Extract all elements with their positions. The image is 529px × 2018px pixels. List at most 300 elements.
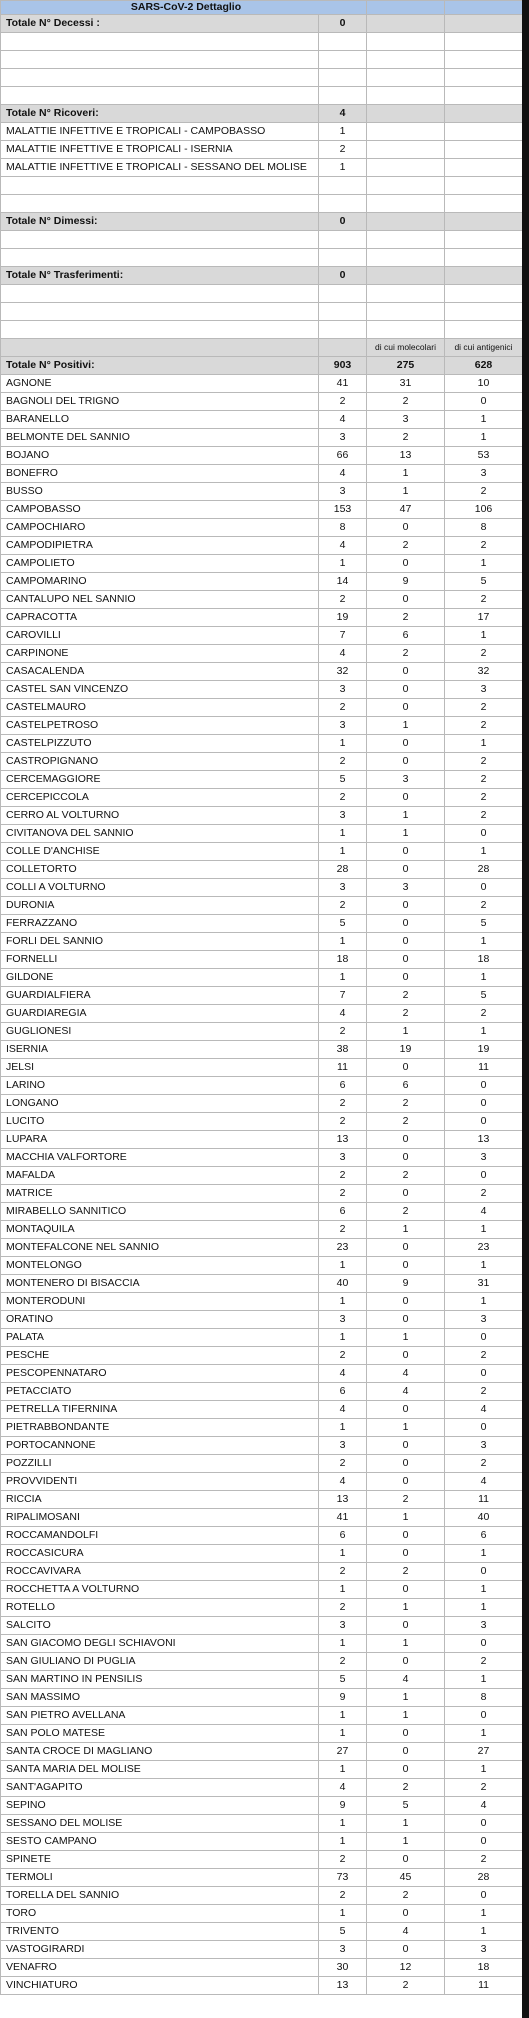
comune-molecolari: 1 bbox=[367, 483, 445, 501]
table-row bbox=[1, 1419, 523, 1437]
cell bbox=[445, 285, 523, 303]
comune-name: CASTROPIGNANO bbox=[1, 753, 319, 771]
cell bbox=[1, 69, 319, 87]
comune-molecolari: 1 bbox=[367, 1599, 445, 1617]
comune-name: MONTENERO DI BISACCIA bbox=[1, 1275, 319, 1293]
comune-antigenici: 23 bbox=[445, 1239, 523, 1257]
comune-molecolari: 0 bbox=[367, 789, 445, 807]
table-row bbox=[1, 1149, 523, 1167]
comune-antigenici: 2 bbox=[445, 717, 523, 735]
cell bbox=[1, 195, 319, 213]
comune-antigenici: 0 bbox=[445, 1635, 523, 1653]
positivi-antigenici: 628 bbox=[445, 357, 523, 375]
comune-total: 30 bbox=[319, 1959, 367, 1977]
comune-molecolari: 0 bbox=[367, 1257, 445, 1275]
comune-antigenici: 1 bbox=[445, 1221, 523, 1239]
comune-molecolari: 4 bbox=[367, 1923, 445, 1941]
table-row bbox=[1, 1509, 523, 1527]
comune-name: PESCHE bbox=[1, 1347, 319, 1365]
comune-molecolari: 0 bbox=[367, 1527, 445, 1545]
comune-antigenici: 0 bbox=[445, 1833, 523, 1851]
comune-antigenici: 1 bbox=[445, 627, 523, 645]
comune-total: 1 bbox=[319, 1545, 367, 1563]
table-row bbox=[1, 501, 523, 519]
trasferimenti-label: Totale N° Trasferimenti: bbox=[1, 267, 319, 285]
cell bbox=[319, 285, 367, 303]
comune-antigenici: 1 bbox=[445, 1725, 523, 1743]
comune-molecolari: 31 bbox=[367, 375, 445, 393]
comune-name: ROTELLO bbox=[1, 1599, 319, 1617]
comune-antigenici: 2 bbox=[445, 1185, 523, 1203]
cell bbox=[445, 267, 523, 285]
table-row bbox=[1, 573, 523, 591]
cell bbox=[319, 195, 367, 213]
table-row bbox=[1, 1761, 523, 1779]
comune-molecolari: 0 bbox=[367, 1131, 445, 1149]
comune-molecolari: 2 bbox=[367, 1005, 445, 1023]
comune-total: 2 bbox=[319, 753, 367, 771]
table-row bbox=[1, 1077, 523, 1095]
ricovero-value: 2 bbox=[319, 141, 367, 159]
comune-name: SANT'AGAPITO bbox=[1, 1779, 319, 1797]
comune-antigenici: 0 bbox=[445, 1707, 523, 1725]
comune-name: CASACALENDA bbox=[1, 663, 319, 681]
comune-molecolari: 6 bbox=[367, 1077, 445, 1095]
cell bbox=[1, 33, 319, 51]
comune-name: SANTA MARIA DEL MOLISE bbox=[1, 1761, 319, 1779]
comune-name: TORELLA DEL SANNIO bbox=[1, 1887, 319, 1905]
comune-name: FORNELLI bbox=[1, 951, 319, 969]
comune-total: 2 bbox=[319, 789, 367, 807]
comune-molecolari: 0 bbox=[367, 915, 445, 933]
comune-molecolari: 2 bbox=[367, 1167, 445, 1185]
table-row bbox=[1, 1275, 523, 1293]
comune-name: GUGLIONESI bbox=[1, 1023, 319, 1041]
comune-name: AGNONE bbox=[1, 375, 319, 393]
empty-row bbox=[1, 249, 523, 267]
comune-name: CASTELPETROSO bbox=[1, 717, 319, 735]
table-row bbox=[1, 1347, 523, 1365]
comune-name: CASTELPIZZUTO bbox=[1, 735, 319, 753]
ricovero-name: MALATTIE INFETTIVE E TROPICALI - CAMPOBASSO bbox=[1, 123, 319, 141]
comune-total: 2 bbox=[319, 1887, 367, 1905]
comune-total: 3 bbox=[319, 1149, 367, 1167]
comune-total: 3 bbox=[319, 1437, 367, 1455]
comune-total: 6 bbox=[319, 1203, 367, 1221]
comune-antigenici: 2 bbox=[445, 1851, 523, 1869]
comune-molecolari: 0 bbox=[367, 1653, 445, 1671]
comune-total: 4 bbox=[319, 1365, 367, 1383]
comune-name: CAMPOCHIARO bbox=[1, 519, 319, 537]
comune-total: 4 bbox=[319, 411, 367, 429]
comune-name: SAN MARTINO IN PENSILIS bbox=[1, 1671, 319, 1689]
comune-name: BUSSO bbox=[1, 483, 319, 501]
positivi-molecolari: 275 bbox=[367, 357, 445, 375]
comune-antigenici: 18 bbox=[445, 951, 523, 969]
comune-antigenici: 2 bbox=[445, 483, 523, 501]
comune-total: 32 bbox=[319, 663, 367, 681]
comune-molecolari: 0 bbox=[367, 681, 445, 699]
comune-total: 27 bbox=[319, 1743, 367, 1761]
comune-name: RIPALIMOSANI bbox=[1, 1509, 319, 1527]
comune-antigenici: 3 bbox=[445, 681, 523, 699]
cell bbox=[445, 303, 523, 321]
cell bbox=[1, 285, 319, 303]
cell bbox=[367, 159, 445, 177]
comune-name: COLLETORTO bbox=[1, 861, 319, 879]
comune-total: 41 bbox=[319, 1509, 367, 1527]
cell bbox=[445, 321, 523, 339]
comune-total: 19 bbox=[319, 609, 367, 627]
table-row bbox=[1, 1743, 523, 1761]
comune-total: 3 bbox=[319, 681, 367, 699]
comune-total: 1 bbox=[319, 735, 367, 753]
comune-total: 66 bbox=[319, 447, 367, 465]
comune-molecolari: 1 bbox=[367, 807, 445, 825]
table-row bbox=[1, 537, 523, 555]
comune-name: CERCEPICCOLA bbox=[1, 789, 319, 807]
comune-total: 4 bbox=[319, 1779, 367, 1797]
comune-molecolari: 0 bbox=[367, 1743, 445, 1761]
comune-name: PETACCIATO bbox=[1, 1383, 319, 1401]
comune-total: 1 bbox=[319, 1815, 367, 1833]
comune-name: LUPARA bbox=[1, 1131, 319, 1149]
comune-name: LONGANO bbox=[1, 1095, 319, 1113]
comune-molecolari: 0 bbox=[367, 843, 445, 861]
comune-antigenici: 3 bbox=[445, 1149, 523, 1167]
comune-name: TERMOLI bbox=[1, 1869, 319, 1887]
cell bbox=[367, 105, 445, 123]
cell bbox=[1, 51, 319, 69]
comune-name: BONEFRO bbox=[1, 465, 319, 483]
comune-name: VENAFRO bbox=[1, 1959, 319, 1977]
comune-name: GUARDIALFIERA bbox=[1, 987, 319, 1005]
positivi-subheader-row bbox=[1, 339, 523, 357]
comune-total: 1 bbox=[319, 1635, 367, 1653]
comune-total: 6 bbox=[319, 1527, 367, 1545]
table-row bbox=[1, 1023, 523, 1041]
comune-antigenici: 0 bbox=[445, 825, 523, 843]
comune-total: 2 bbox=[319, 1113, 367, 1131]
comune-molecolari: 2 bbox=[367, 393, 445, 411]
comune-name: SAN GIACOMO DEGLI SCHIAVONI bbox=[1, 1635, 319, 1653]
comune-total: 5 bbox=[319, 1671, 367, 1689]
cell bbox=[319, 303, 367, 321]
positivi-total: 903 bbox=[319, 357, 367, 375]
comune-antigenici: 0 bbox=[445, 1329, 523, 1347]
cell bbox=[445, 141, 523, 159]
cell bbox=[445, 87, 523, 105]
comune-antigenici: 106 bbox=[445, 501, 523, 519]
comune-molecolari: 0 bbox=[367, 1239, 445, 1257]
cell bbox=[1, 177, 319, 195]
table-row bbox=[1, 1365, 523, 1383]
cell bbox=[319, 321, 367, 339]
comune-antigenici: 2 bbox=[445, 1455, 523, 1473]
comune-total: 1 bbox=[319, 555, 367, 573]
comune-molecolari: 0 bbox=[367, 555, 445, 573]
comune-antigenici: 13 bbox=[445, 1131, 523, 1149]
comune-molecolari: 0 bbox=[367, 1149, 445, 1167]
table-row bbox=[1, 789, 523, 807]
comune-antigenici: 0 bbox=[445, 1077, 523, 1095]
table-row bbox=[1, 969, 523, 987]
comune-molecolari: 4 bbox=[367, 1671, 445, 1689]
table-row bbox=[1, 1851, 523, 1869]
comune-molecolari: 0 bbox=[367, 969, 445, 987]
comune-antigenici: 2 bbox=[445, 591, 523, 609]
comune-name: VINCHIATURO bbox=[1, 1977, 319, 1995]
table-row bbox=[1, 951, 523, 969]
comune-molecolari: 0 bbox=[367, 735, 445, 753]
ricovero-name: MALATTIE INFETTIVE E TROPICALI - SESSANO DEL MOLISE bbox=[1, 159, 319, 177]
cell bbox=[445, 51, 523, 69]
comune-molecolari: 0 bbox=[367, 897, 445, 915]
cell bbox=[1, 231, 319, 249]
comune-name: MIRABELLO SANNITICO bbox=[1, 1203, 319, 1221]
comune-molecolari: 0 bbox=[367, 1581, 445, 1599]
comune-antigenici: 2 bbox=[445, 771, 523, 789]
cell bbox=[445, 123, 523, 141]
table-row bbox=[1, 1221, 523, 1239]
comune-antigenici: 8 bbox=[445, 1689, 523, 1707]
comune-total: 1 bbox=[319, 1419, 367, 1437]
comune-antigenici: 1 bbox=[445, 1671, 523, 1689]
table-row bbox=[1, 1455, 523, 1473]
empty-row bbox=[1, 195, 523, 213]
table-row bbox=[1, 1923, 523, 1941]
table-row bbox=[1, 1257, 523, 1275]
comune-total: 3 bbox=[319, 483, 367, 501]
comune-total: 5 bbox=[319, 915, 367, 933]
comune-name: BAGNOLI DEL TRIGNO bbox=[1, 393, 319, 411]
comune-molecolari: 2 bbox=[367, 1977, 445, 1995]
table-row bbox=[1, 1869, 523, 1887]
comune-molecolari: 1 bbox=[367, 1221, 445, 1239]
comune-total: 41 bbox=[319, 375, 367, 393]
comune-total: 2 bbox=[319, 1095, 367, 1113]
comune-molecolari: 0 bbox=[367, 1347, 445, 1365]
comune-name: CARPINONE bbox=[1, 645, 319, 663]
table-row bbox=[1, 897, 523, 915]
comune-antigenici: 0 bbox=[445, 1365, 523, 1383]
table-row bbox=[1, 1203, 523, 1221]
comune-antigenici: 11 bbox=[445, 1977, 523, 1995]
comune-antigenici: 2 bbox=[445, 537, 523, 555]
table-row bbox=[1, 1599, 523, 1617]
comune-molecolari: 1 bbox=[367, 1707, 445, 1725]
comune-molecolari: 1 bbox=[367, 1815, 445, 1833]
comune-total: 2 bbox=[319, 1455, 367, 1473]
decessi-label: Totale N° Decessi : bbox=[1, 15, 319, 33]
empty-row bbox=[1, 177, 523, 195]
comune-name: MONTAQUILA bbox=[1, 1221, 319, 1239]
comune-total: 153 bbox=[319, 501, 367, 519]
ricoveri-total-row bbox=[1, 105, 523, 123]
comune-name: DURONIA bbox=[1, 897, 319, 915]
comune-total: 3 bbox=[319, 807, 367, 825]
table-row bbox=[1, 1005, 523, 1023]
cell bbox=[367, 15, 445, 33]
cell bbox=[367, 123, 445, 141]
comune-molecolari: 0 bbox=[367, 753, 445, 771]
comune-total: 9 bbox=[319, 1797, 367, 1815]
cell bbox=[319, 51, 367, 69]
comune-antigenici: 3 bbox=[445, 1311, 523, 1329]
comune-molecolari: 3 bbox=[367, 411, 445, 429]
table-row bbox=[1, 1437, 523, 1455]
table-row bbox=[1, 447, 523, 465]
comune-name: MACCHIA VALFORTORE bbox=[1, 1149, 319, 1167]
comune-name: BOJANO bbox=[1, 447, 319, 465]
cell bbox=[319, 249, 367, 267]
comune-total: 23 bbox=[319, 1239, 367, 1257]
comune-name: ROCCASICURA bbox=[1, 1545, 319, 1563]
table-row bbox=[1, 717, 523, 735]
comune-molecolari: 4 bbox=[367, 1365, 445, 1383]
comune-name: ROCCAVIVARA bbox=[1, 1563, 319, 1581]
comune-total: 1 bbox=[319, 1761, 367, 1779]
comune-antigenici: 4 bbox=[445, 1203, 523, 1221]
table-row bbox=[1, 933, 523, 951]
table-row bbox=[1, 1941, 523, 1959]
comune-molecolari: 2 bbox=[367, 1203, 445, 1221]
table-row bbox=[1, 1527, 523, 1545]
cell bbox=[319, 339, 367, 357]
comune-antigenici: 1 bbox=[445, 411, 523, 429]
comune-name: CIVITANOVA DEL SANNIO bbox=[1, 825, 319, 843]
comune-antigenici: 1 bbox=[445, 1023, 523, 1041]
cell bbox=[1, 339, 319, 357]
ricoveri-label: Totale N° Ricoveri: bbox=[1, 105, 319, 123]
comune-molecolari: 1 bbox=[367, 1023, 445, 1041]
comune-name: SPINETE bbox=[1, 1851, 319, 1869]
comune-molecolari: 2 bbox=[367, 645, 445, 663]
cell bbox=[445, 1, 523, 15]
comune-total: 40 bbox=[319, 1275, 367, 1293]
table-row bbox=[1, 429, 523, 447]
table-row bbox=[1, 1887, 523, 1905]
table-row bbox=[1, 1563, 523, 1581]
dimessi-label: Totale N° Dimessi: bbox=[1, 213, 319, 231]
comune-molecolari: 0 bbox=[367, 951, 445, 969]
comune-antigenici: 0 bbox=[445, 1095, 523, 1113]
comune-molecolari: 1 bbox=[367, 825, 445, 843]
cell bbox=[367, 69, 445, 87]
comune-name: PORTOCANNONE bbox=[1, 1437, 319, 1455]
comune-molecolari: 9 bbox=[367, 573, 445, 591]
comune-name: SAN MASSIMO bbox=[1, 1689, 319, 1707]
comune-total: 3 bbox=[319, 717, 367, 735]
comune-total: 1 bbox=[319, 1293, 367, 1311]
comune-antigenici: 19 bbox=[445, 1041, 523, 1059]
cell bbox=[445, 249, 523, 267]
comune-total: 13 bbox=[319, 1131, 367, 1149]
empty-row bbox=[1, 303, 523, 321]
comune-name: FORLI DEL SANNIO bbox=[1, 933, 319, 951]
cell bbox=[367, 267, 445, 285]
positivi-total-row bbox=[1, 357, 523, 375]
cell bbox=[319, 231, 367, 249]
comune-molecolari: 0 bbox=[367, 1617, 445, 1635]
table-row bbox=[1, 1581, 523, 1599]
col-header-molecolari: di cui molecolari bbox=[367, 339, 445, 357]
comune-total: 13 bbox=[319, 1977, 367, 1995]
comune-antigenici: 1 bbox=[445, 1761, 523, 1779]
cell bbox=[367, 195, 445, 213]
comune-molecolari: 0 bbox=[367, 1401, 445, 1419]
dimessi-value: 0 bbox=[319, 213, 367, 231]
comune-antigenici: 0 bbox=[445, 393, 523, 411]
comune-total: 18 bbox=[319, 951, 367, 969]
comune-name: CAMPOLIETO bbox=[1, 555, 319, 573]
cell bbox=[1, 249, 319, 267]
comune-name: SAN GIULIANO DI PUGLIA bbox=[1, 1653, 319, 1671]
comune-antigenici: 2 bbox=[445, 753, 523, 771]
comune-antigenici: 2 bbox=[445, 1347, 523, 1365]
comune-total: 1 bbox=[319, 825, 367, 843]
table-row bbox=[1, 1545, 523, 1563]
comune-antigenici: 2 bbox=[445, 1383, 523, 1401]
comune-total: 2 bbox=[319, 699, 367, 717]
comune-name: CAMPOBASSO bbox=[1, 501, 319, 519]
table-row bbox=[1, 1977, 523, 1995]
comune-antigenici: 0 bbox=[445, 879, 523, 897]
table-row bbox=[1, 1905, 523, 1923]
comune-antigenici: 0 bbox=[445, 1815, 523, 1833]
comune-name: COLLI A VOLTURNO bbox=[1, 879, 319, 897]
cell bbox=[445, 69, 523, 87]
comune-total: 5 bbox=[319, 771, 367, 789]
comune-total: 2 bbox=[319, 1167, 367, 1185]
comune-antigenici: 10 bbox=[445, 375, 523, 393]
comune-antigenici: 2 bbox=[445, 789, 523, 807]
comune-name: PALATA bbox=[1, 1329, 319, 1347]
comune-molecolari: 2 bbox=[367, 1095, 445, 1113]
comune-total: 1 bbox=[319, 1833, 367, 1851]
comune-name: PETRELLA TIFERNINA bbox=[1, 1401, 319, 1419]
cell bbox=[445, 159, 523, 177]
cell bbox=[367, 33, 445, 51]
comune-total: 5 bbox=[319, 1923, 367, 1941]
comune-antigenici: 11 bbox=[445, 1491, 523, 1509]
comune-name: PIETRABBONDANTE bbox=[1, 1419, 319, 1437]
table-row bbox=[1, 807, 523, 825]
comune-total: 2 bbox=[319, 1599, 367, 1617]
comune-molecolari: 2 bbox=[367, 537, 445, 555]
table-row bbox=[1, 1329, 523, 1347]
comune-total: 4 bbox=[319, 465, 367, 483]
cell bbox=[367, 231, 445, 249]
comune-total: 6 bbox=[319, 1077, 367, 1095]
comune-antigenici: 28 bbox=[445, 861, 523, 879]
comune-total: 2 bbox=[319, 1851, 367, 1869]
table-row bbox=[1, 843, 523, 861]
comune-total: 8 bbox=[319, 519, 367, 537]
sheet-title: SARS-CoV-2 Dettaglio bbox=[1, 1, 367, 15]
comune-molecolari: 1 bbox=[367, 1635, 445, 1653]
comune-antigenici: 6 bbox=[445, 1527, 523, 1545]
comune-molecolari: 0 bbox=[367, 1941, 445, 1959]
comune-antigenici: 32 bbox=[445, 663, 523, 681]
cell bbox=[1, 303, 319, 321]
comune-molecolari: 2 bbox=[367, 1779, 445, 1797]
comune-antigenici: 1 bbox=[445, 1257, 523, 1275]
comune-antigenici: 2 bbox=[445, 807, 523, 825]
comune-molecolari: 2 bbox=[367, 609, 445, 627]
comune-molecolari: 0 bbox=[367, 1725, 445, 1743]
table-row bbox=[1, 609, 523, 627]
